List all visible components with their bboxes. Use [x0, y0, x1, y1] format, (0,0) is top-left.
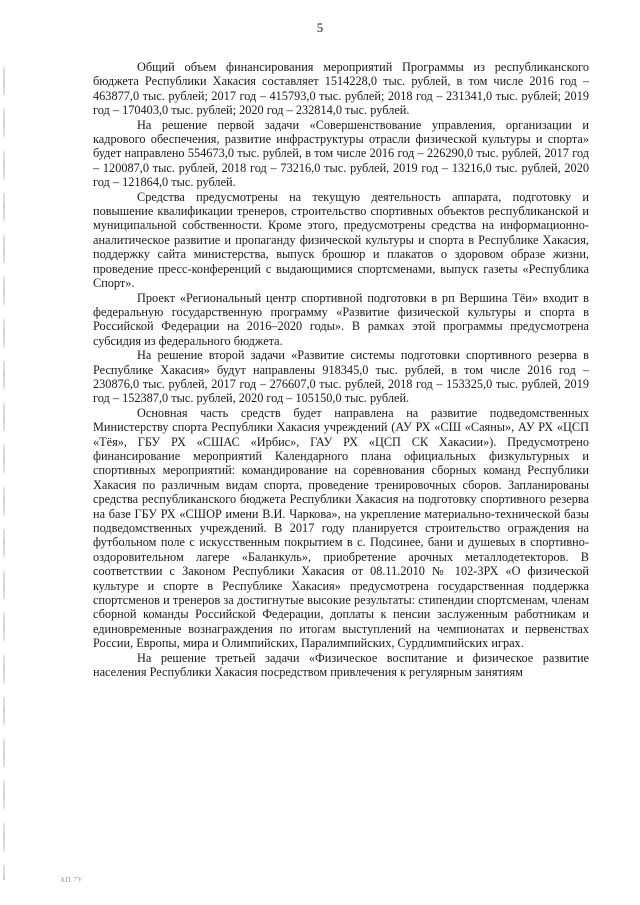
paragraph-total-funding: Общий объем финансирования мероприятий Программы из республиканского бюджета Республики Хакасия составляет 1514228,0 тыс. рублей, в том числе 2016 год – 463877,0 тыс. рублей; 2017 год – 415793,0 тыс. рублей; 2018 год – 231341,0 тыс. рублей; 2019 год – 170403,0 тыс. рублей; 2020 год – 232814,0 тыс. рублей.: [93, 60, 589, 118]
paragraph-first-task: На решение первой задачи «Совершенствование управления, организации и кадрового обеспечения, развитие инфраструктуры отрасли физической культуры и спорта» будет направлено 554673,0 тыс. рублей, в том числе 2016 год – 226290,0 тыс. рублей, 2017 год – 120087,0 тыс. рублей, 2018 год – 73216,0 тыс. рублей, 2019 год – 13216,0 тыс. рублей, 2020 год – 121864,0 тыс. рублей.: [93, 117, 589, 190]
paragraph-second-task: На решение второй задачи «Развитие системы подготовки спортивного резерва в Республике Хакасия» будут направлены 918345,0 тыс. рублей, в том числе 2016 год – 230876,0 тыс. рублей, 2017 год – 276607,0 тыс. рублей, 2018 год – 153325,0 тыс. рублей, 2019 год – 152387,0 тыс. рублей, 2020 год – 105150,0 тыс. рублей.: [93, 348, 589, 406]
paragraph-regional-center-project: Проект «Региональный центр спортивной подготовки в рп Вершина Тёи» входит в федеральную государственную программу «Развитие физической культуры и спорта в Российской Федерации на 2016–2020 годы». В рамках этой программы предусмотрена субсидия из федерального бюджета.: [93, 290, 589, 348]
paragraph-second-task-details: Основная часть средств будет направлена на развитие подведомственных Министерству спорта Республики Хакасия учреждений (АУ РХ «СШ «Саяны», АУ РХ «ЦСП «Тёя», ГБУ РХ «СШАС «Ирбис», ГАУ РХ «ЦСП СК Хакасии»). Предусмотрено финансирование мероприятий Календарного плана официальных физкультурных и спортивных мероприятий: командирование на соревнования сборных команд Республики Хакасия по различным видам спорта, проведение тренировочных сборов. Запланированы средства республиканского бюджета Республики Хакасия на подготовку спортивного резерва на базе ГБУ РХ «СШОР имени В.И. Чаркова», на укрепление материально-технической базы подведомственных учреждений. В 2017 году планируется строительство ограждения на футбольном поле с искусственным покрытием в с. Подсинее, бани и душевых в спортивно-оздоровительном лагере «Баланкуль», приобретение арочных металлодетекторов. В соответствии с Законом Республики Хакасия от 08.11.2010 № 102-ЗРХ «О физической культуре и спорте в Республике Хакасия» предусмотрена государственная поддержка спортсменов и тренеров за достигнутые высокие результаты: стипендии спортсменам, членам сборной команды Российской Федерации, доплаты к пенсии заслуженным работникам и единовременные вознаграждения по итогам выступлений на чемпионатах и первенствах России, Европы, мира и Олимпийских, Паралимпийских, Сурдлимпийских играх.: [93, 405, 589, 651]
paragraph-first-task-details: Средства предусмотрены на текущую деятельность аппарата, подготовку и повышение квалификации тренеров, строительство спортивных объектов республиканской и муниципальной собственности. Кроме этого, предусмотрены средства на информационно-аналитическое развитие и пропаганду физической культуры и спорта в Республике Хакасия, поддержку сайта министерства, выпуск брошюр и плакатов о здоровом образе жизни, проведение пресс-конференций с выдающимися спортсменами, выпуск газеты «Республика Спорт».: [93, 189, 589, 291]
body-text: [93, 60, 589, 679]
paragraph-third-task: На решение третьей задачи «Физическое воспитание и физическое развитие населения Республики Хакасия посредством привлечения к регулярным занятиям: [93, 650, 589, 680]
scan-edge-artifact: [3, 60, 5, 880]
footer-mark: АП 7У: [60, 876, 83, 884]
page-number: 5: [316, 20, 324, 35]
